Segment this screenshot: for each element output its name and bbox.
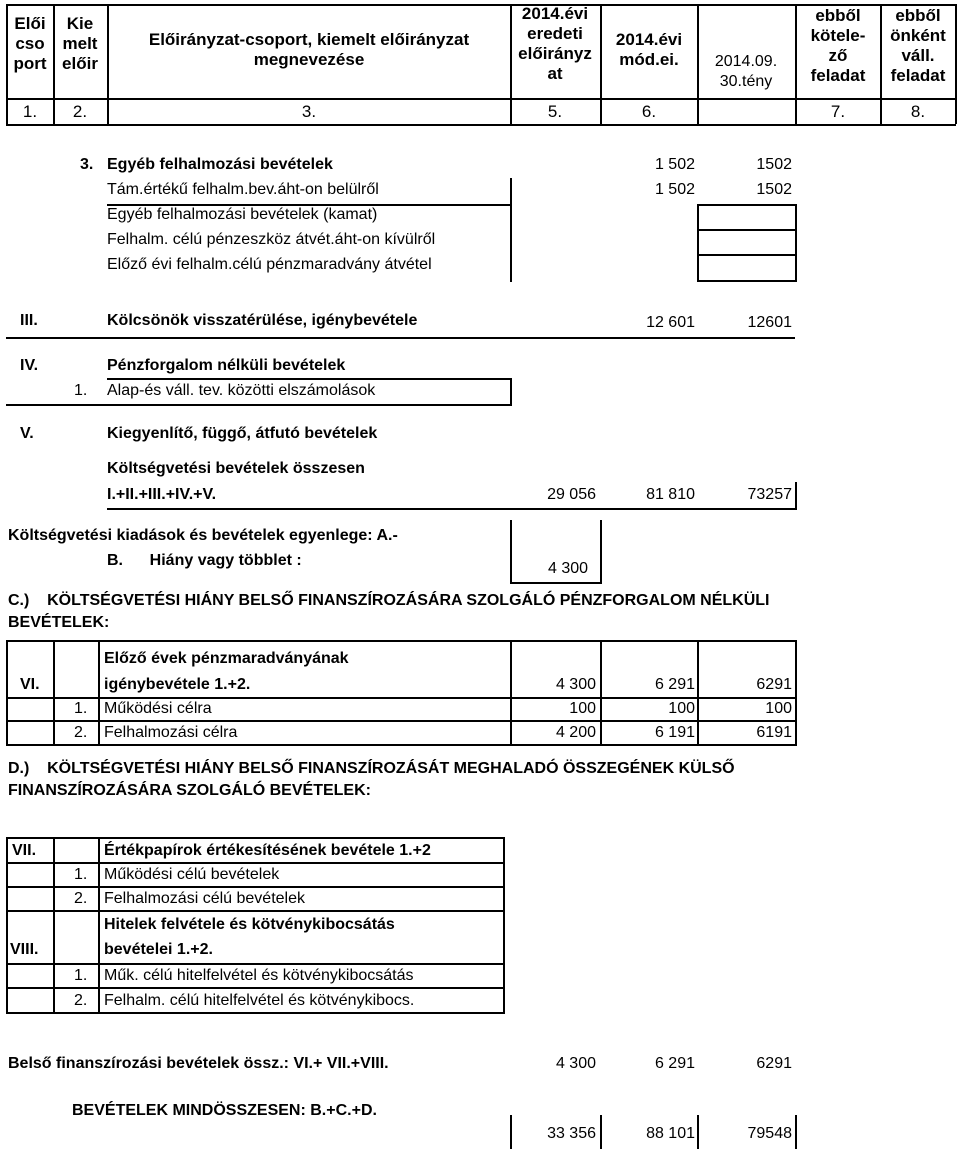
- value-mod: 1 502: [654, 181, 695, 198]
- row-roman-number: VIII.: [10, 941, 39, 958]
- row-number: 1.: [74, 866, 88, 883]
- row-label: Költségvetési kiadások és bevételek egyenlege: A.-: [8, 527, 398, 544]
- row-label: Pénzforgalom nélküli bevételek: [107, 357, 346, 374]
- value-teny: 6191: [756, 724, 792, 741]
- value-eredeti: 4 300: [555, 676, 596, 693]
- row-label: Műk. célú hitelfelvétel és kötvénykibocsátás: [104, 967, 414, 984]
- row-label: Alap-és váll. tev. közötti elszámolások: [107, 382, 376, 399]
- row-label: Felhalm. célú pénzeszköz átvét.áht-on kívülről: [107, 231, 436, 248]
- row-label: Egyéb felhalmozási bevételek (kamat): [107, 206, 378, 223]
- row-label: Előző évi felhalm.célú pénzmaradvány átvétel: [107, 256, 432, 273]
- row-number: 1.: [74, 967, 88, 984]
- header-col-teny: 2014.09. 30.tény: [714, 53, 778, 90]
- value-eredeti: 29 056: [547, 486, 596, 503]
- row-label: Költségvetési bevételek összesen: [107, 460, 365, 477]
- row-number: 2.: [74, 992, 88, 1009]
- row-label: Tám.értékű felhalm.bev.áht-on belülről: [107, 181, 379, 198]
- value-eredeti: 4 300: [555, 1055, 596, 1072]
- row-label: Előző évek pénzmaradványának: [104, 650, 349, 667]
- value-mod: 100: [668, 700, 695, 717]
- row-roman-number: VI.: [20, 676, 40, 693]
- value-mod: 6 291: [654, 1055, 695, 1072]
- row-label: Hitelek felvétele és kötvénykibocsátás: [104, 916, 395, 933]
- value-mod: 1 502: [654, 156, 695, 173]
- value-eredeti: 33 356: [547, 1125, 596, 1142]
- section-title: C.) KÖLTSÉGVETÉSI HIÁNY BELSŐ FINANSZÍROZÁSÁRA SZOLGÁLÓ PÉNZFORGALOM NÉLKÜLI: [8, 592, 770, 609]
- value-teny: 79548: [747, 1125, 792, 1142]
- row-number: 1.: [74, 382, 88, 399]
- header-col-kotelezo: ebből kötele- ző feladat: [810, 6, 866, 85]
- value-teny: 6291: [756, 1055, 792, 1072]
- value-eredeti: 4 200: [555, 724, 596, 741]
- row-label: BEVÉTELEK MINDÖSSZESEN: B.+C.+D.: [72, 1102, 377, 1119]
- row-label: Egyéb felhalmozási bevételek: [107, 156, 333, 173]
- row-label: Felhalm. célú hitelfelvétel és kötvénykibocs.: [104, 992, 415, 1009]
- section-title-cont: BEVÉTELEK:: [8, 614, 110, 631]
- value-mod: 12 601: [646, 314, 695, 331]
- header-col-onkent: ebből önként váll. feladat: [890, 6, 946, 85]
- row-label-cont: igénybevétele 1.+2.: [104, 676, 251, 693]
- section-title-cont: FINANSZÍROZÁSÁRA SZOLGÁLÓ BEVÉTELEK:: [8, 782, 371, 799]
- header-num-5: 5.: [547, 102, 563, 121]
- row-label-cont: bevételei 1.+2.: [104, 941, 213, 958]
- header-num-8: 8.: [910, 102, 926, 121]
- row-roman-number: III.: [20, 312, 38, 329]
- row-number: 2.: [74, 890, 88, 907]
- value-teny: 12601: [747, 314, 792, 331]
- row-roman-number: IV.: [20, 357, 39, 374]
- row-label-formula: I.+II.+III.+IV.+V.: [107, 486, 217, 503]
- row-number: 1.: [74, 700, 88, 717]
- row-label: Kiegyenlítő, függő, átfutó bevételek: [107, 425, 378, 442]
- header-col-mod: 2014.évi mód.ei.: [615, 30, 683, 69]
- header-num-7: 7.: [830, 102, 846, 121]
- row-number: 2.: [74, 724, 88, 741]
- row-label-cont: B. Hiány vagy többlet :: [107, 552, 302, 569]
- value-eredeti: 100: [569, 700, 596, 717]
- row-label: Felhalmozási célra: [104, 724, 238, 741]
- value-mod: 81 810: [646, 486, 695, 503]
- row-roman-number: V.: [20, 425, 34, 442]
- value-teny: 73257: [747, 486, 792, 503]
- value-teny: 1502: [756, 181, 792, 198]
- value-teny: 1502: [756, 156, 792, 173]
- row-label: Működési célra: [104, 700, 212, 717]
- row-roman-number: VII.: [12, 842, 37, 859]
- row-label: Értékpapírok értékesítésének bevétele 1.+2: [104, 842, 431, 859]
- header-num-1: 1.: [22, 102, 38, 121]
- value-mod: 6 191: [654, 724, 695, 741]
- value-teny: 100: [765, 700, 792, 717]
- header-col-csoport: Elői cso port: [13, 14, 47, 73]
- row-label: Működési célú bevételek: [104, 866, 280, 883]
- header-num-2: 2.: [72, 102, 88, 121]
- header-col-eredeti: 2014.évi eredeti előirányz at: [518, 4, 592, 83]
- header-col-megnevezes: Előirányzat-csoport, kiemelt előirányzat megnevezése: [148, 30, 470, 69]
- value-mod: 88 101: [646, 1125, 695, 1142]
- header-num-3: 3.: [301, 102, 317, 121]
- value-mod: 6 291: [654, 676, 695, 693]
- row-label: Kölcsönök visszatérülése, igénybevétele: [107, 312, 418, 329]
- header-num-6: 6.: [641, 102, 657, 121]
- header-col-kiemelt: Kie melt előir: [62, 14, 98, 73]
- row-label: Belső finanszírozási bevételek össz.: VI.+ VII.+VIII.: [8, 1055, 389, 1072]
- row-label: Felhalmozási célú bevételek: [104, 890, 305, 907]
- row-number: 3.: [80, 156, 94, 173]
- value-eredeti: 4 300: [548, 560, 589, 577]
- value-teny: 6291: [756, 676, 792, 693]
- section-title: D.) KÖLTSÉGVETÉSI HIÁNY BELSŐ FINANSZÍROZÁSÁT MEGHALADÓ ÖSSZEGÉNEK KÜLSŐ: [8, 760, 735, 777]
